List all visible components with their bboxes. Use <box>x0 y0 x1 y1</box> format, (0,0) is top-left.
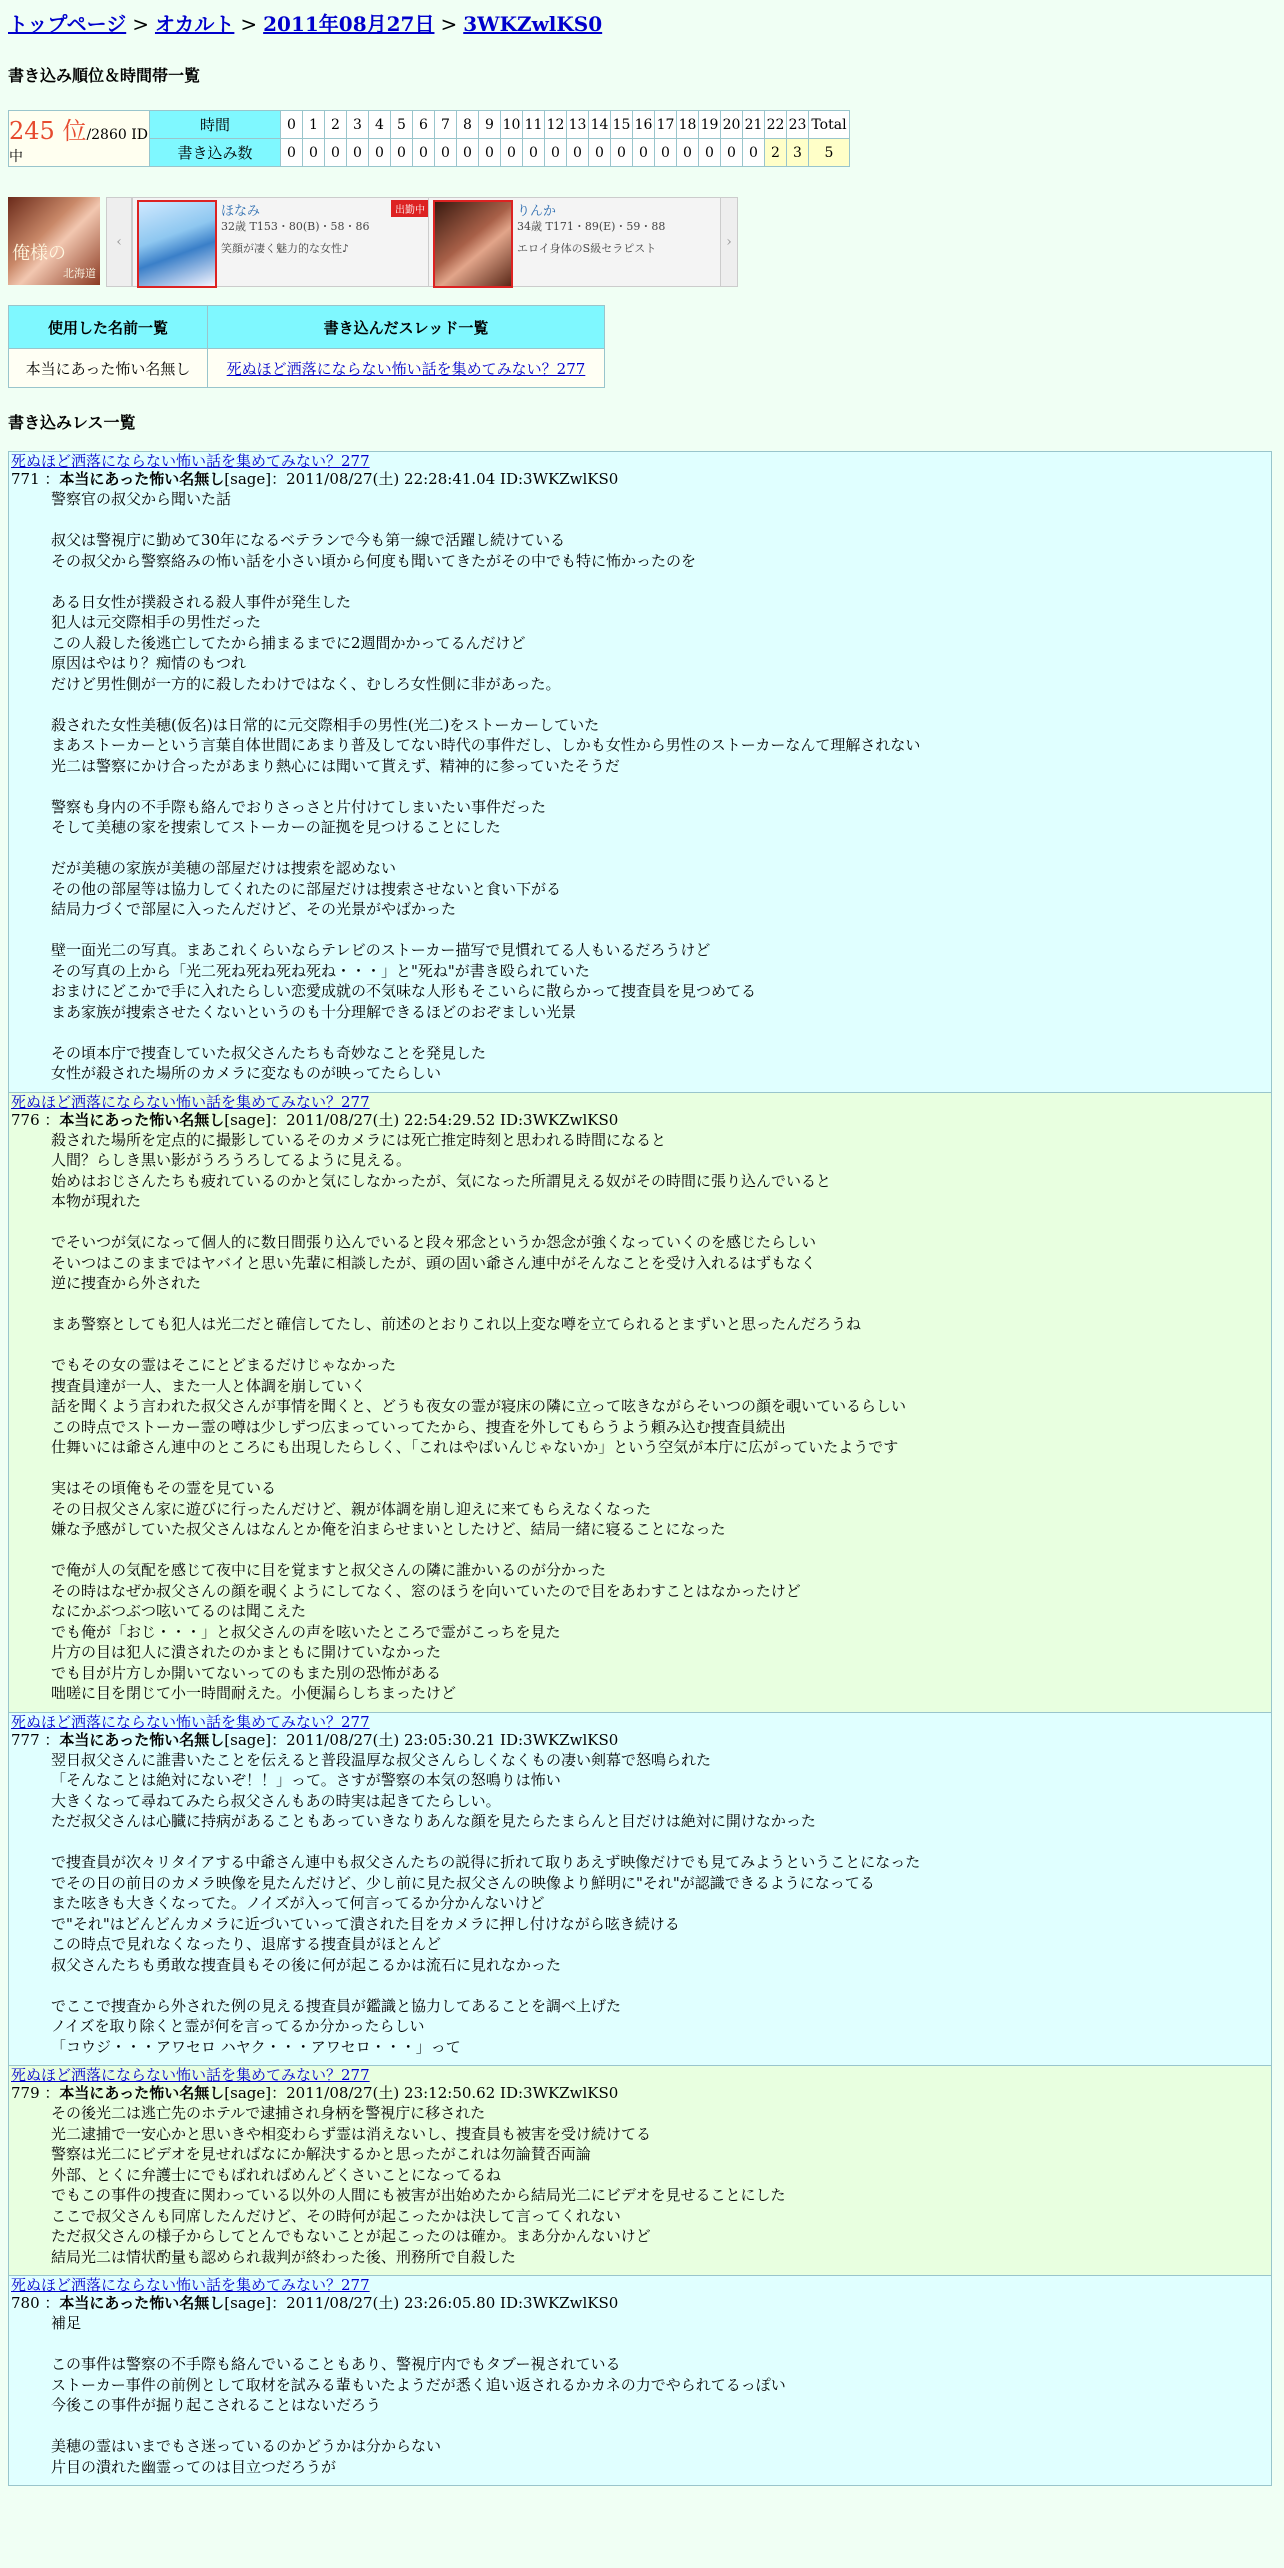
post-line: で捜査員が次々リタイアする中爺さん連中も叔父さんたちの説得に折れて取りあえず映像だけでも見てみようということになった <box>51 1853 921 1871</box>
post-body <box>51 489 1271 1084</box>
posts-list <box>8 451 1276 2486</box>
ad-card-photo <box>433 200 513 288</box>
rank-number: 245 位 <box>9 117 87 145</box>
post-line: その他の部屋等は協力してくれたのに部屋だけは捜索させないと食い下がる <box>51 879 562 898</box>
post-line: だが美穂の家族が美穂の部屋だけは捜索を認めない <box>51 859 397 877</box>
post-line: 始めはおじさんたちも疲れているのかと気にしなかったが、気になった所謂見える奴がその時間に張り込んでいると <box>51 1171 832 1190</box>
post-line: 警察官の叔父から聞いた話 <box>51 490 232 508</box>
post-line: 外部、とくに弁護士にでもばれればめんどくさいことになってるね <box>51 2165 502 2184</box>
hour-header: 12 <box>545 111 567 139</box>
post-line: でそいつが気になって個人的に数日間張り込んでいると段々邪念というか怨念が強くなっていくのを感じたらしい <box>51 1233 817 1251</box>
post-line: でもこの事件の捜査に関わっている以外の人間にも被害が出始めたから結局光二にビデオを見せることにした <box>51 2186 786 2204</box>
post-number: 771 <box>11 470 40 488</box>
ad-left-brand: 俺様の <box>12 243 66 264</box>
hour-header: 4 <box>369 111 391 139</box>
post-line <box>51 776 1271 797</box>
hour-header: 22 <box>765 111 787 139</box>
post-author: 本当にあった怖い名無し <box>59 2084 225 2102</box>
post-line: 警察は光二にビデオを見せればなにか解決するかと思ったがこれは勿論賛否両論 <box>51 2145 591 2163</box>
post-line: でもその女の霊はそこにとどまるだけじゃなかった <box>51 1356 397 1374</box>
post-line: で"それ"はどんどんカメラに近づいていって潰された目をカメラに押し付けながら呟き続ける <box>51 1914 680 1933</box>
breadcrumb-date-link[interactable]: 2011年08月27日 <box>263 12 435 36</box>
hour-count: 0 <box>743 139 765 167</box>
post-number: 777 <box>11 1730 40 1749</box>
post-line: そして美穂の家を捜索してストーカーの証拠を見つけることにした <box>51 818 501 836</box>
hour-header: 8 <box>457 111 479 139</box>
hour-header: 23 <box>787 111 809 139</box>
post-line: 話を聞くよう言われた叔父さんが事情を聞くと、どうも夜女の霊が寝床の隣に立って呟きながらそいつの顔を覗いているらしい <box>51 1397 907 1415</box>
breadcrumb-id-link[interactable]: 3WKZwlKS0 <box>463 12 603 36</box>
post-line: 美穂の霊はいまでもさ迷っているのかどうかは分からない <box>51 2437 442 2455</box>
post-meta: 779 ：本当にあった怖い名無し[sage]：2011/08/27(土) 23:12:50.62 ID:3WKZwlKS0 <box>11 2084 619 2102</box>
breadcrumb-separator: > <box>240 12 258 36</box>
ad-card[interactable] <box>428 197 730 287</box>
post-line: その時はなぜか叔父さんの顔を覗くようにしてなく、窓のほうを向いていたので目をあわすことはなかったけど <box>51 1581 801 1600</box>
post-line: ただ叔父さんの様子からしてとんでもないことが起こったのは確か。まあ分かんないけど <box>51 2227 651 2245</box>
hour-header: 21 <box>743 111 765 139</box>
post-line: 仕舞いには爺さん連中のところにも出現したらしく、「これはやばいんじゃないか」という空気が本庁に広がっていたようです <box>51 1438 899 1456</box>
hour-header: 3 <box>347 111 369 139</box>
hour-header: 5 <box>391 111 413 139</box>
hour-header: 6 <box>413 111 435 139</box>
post <box>8 1713 1272 2067</box>
post-line: 結局力づくで部屋に入ったんだけど、その光景がやばかった <box>51 900 457 918</box>
hour-count: 2 <box>765 139 787 167</box>
hour-header: 13 <box>567 111 589 139</box>
post-line: 大きくなって尋ねてみたら叔父さんもあの時実は起きてたらしい。 <box>51 1791 501 1810</box>
post-line: 人間？らしき黒い影がうろうろしてるように見える。 <box>51 1151 412 1169</box>
post <box>8 2066 1272 2276</box>
post-line: この人殺した後逃亡してたから捕まるまでに2週間かかってるんだけど <box>51 633 526 652</box>
hour-count: 0 <box>633 139 655 167</box>
post-line: 補足 <box>51 2314 82 2332</box>
post-line: でも俺が「おじ・・・」と叔父さんの声を呟いたところで霊がこっちを見た <box>51 1622 561 1641</box>
post-author: 本当にあった怖い名無し <box>59 1730 225 1749</box>
post-author: 本当にあった怖い名無し <box>59 470 225 488</box>
hour-count: 0 <box>523 139 545 167</box>
post-line: その頃本庁で捜査していた叔父さんたちも奇妙なことを発見した <box>51 1043 487 1062</box>
post-info: [sage]：2011/08/27(土) 22:54:29.52 ID:3WKZwlKS0 <box>224 1110 619 1129</box>
hour-count: 0 <box>589 139 611 167</box>
post-line: また呟きも大きくなってた。ノイズが入って何言ってるか分かんないけど <box>51 1894 545 1912</box>
hour-count: 0 <box>435 139 457 167</box>
post-thread-link[interactable]: 死ぬほど洒落にならない怖い話を集めてみない？277 <box>11 452 370 470</box>
post-thread-link[interactable]: 死ぬほど洒落にならない怖い話を集めてみない？277 <box>11 2066 370 2084</box>
ad-left-image[interactable] <box>8 197 100 285</box>
post-line <box>51 2416 1271 2437</box>
ad-card-badge: 出勤中 <box>391 200 429 217</box>
post-line <box>51 694 1271 715</box>
ad-card[interactable] <box>132 197 434 287</box>
hour-header: 20 <box>721 111 743 139</box>
hour-count: 0 <box>677 139 699 167</box>
hour-count: 0 <box>479 139 501 167</box>
hour-header: 1 <box>303 111 325 139</box>
post-thread-link[interactable]: 死ぬほど洒落にならない怖い話を集めてみない？277 <box>11 2276 370 2294</box>
hour-header: 17 <box>655 111 677 139</box>
used-name: 本当にあった怖い名無し <box>9 349 208 388</box>
post-line: でも目が片方しか開いてないってのもまた別の恐怖がある <box>51 1663 442 1682</box>
post-author: 本当にあった怖い名無し <box>59 2294 225 2312</box>
post-line: 今後この事件が掘り起こされることはないだろう <box>51 2396 382 2414</box>
hour-header: 9 <box>479 111 501 139</box>
ad-card-spec: 32歳 T153・80(B)・58・86 <box>221 220 370 233</box>
hour-count: 0 <box>545 139 567 167</box>
posts-section-title: 書き込みレス一覧 <box>8 413 136 432</box>
post-line <box>51 2334 1271 2355</box>
hour-count: 3 <box>787 139 809 167</box>
post-line: でここで捜査から外された例の見える捜査員が鑑識と協力してあることを調べ上げた <box>51 1996 622 2015</box>
post-line <box>51 1540 1271 1561</box>
ad-banner[interactable] <box>8 197 736 287</box>
breadcrumb-category-link[interactable]: オカルト <box>154 12 235 36</box>
ad-prev-arrow[interactable]: ‹ <box>106 197 132 287</box>
post-line: だけど男性側が一方的に殺したわけではなく、むしろ女性側に非があった。 <box>51 674 561 693</box>
post-line: まあ警察としても犯人は光二だと確信してたし、前述のとおりこれ以上変な噂を立てられるとまずいと思ったんだろうね <box>51 1315 862 1333</box>
post-line: まあ家族が捜索させたくないというのも十分理解できるほどのおぞましい光景 <box>51 1002 577 1021</box>
time-label: 時間 <box>150 111 281 139</box>
post-body <box>51 2103 1271 2267</box>
post-line <box>51 1294 1271 1315</box>
post-number: 780 <box>11 2294 40 2312</box>
hour-count: 0 <box>721 139 743 167</box>
hour-count: 0 <box>457 139 479 167</box>
hour-header: 11 <box>523 111 545 139</box>
post-number: 776 <box>11 1110 40 1129</box>
breadcrumb-home-link[interactable]: トップページ <box>8 12 127 36</box>
hour-header: 15 <box>611 111 633 139</box>
post-line: ここで叔父さんも同席したんだけど、その時何が起こったかは決して言ってくれない <box>51 2206 621 2225</box>
post-line <box>51 1335 1271 1356</box>
post-line: 警察も身内の不手際も絡んでおりさっさと片付けてしまいたい事件だった <box>51 797 547 816</box>
post-line: 逆に捜査から外された <box>51 1274 202 1292</box>
hour-header: 10 <box>501 111 523 139</box>
hour-count: 0 <box>611 139 633 167</box>
ranking-table <box>8 110 850 167</box>
ad-card-photo <box>137 200 217 288</box>
post-line: 片方の目は犯人に潰されたのかまともに開けていなかった <box>51 1643 442 1661</box>
ad-card-name: りんか <box>517 204 557 219</box>
post-line <box>51 1212 1271 1233</box>
post-line: その日叔父さん家に遊びに行ったんだけど、親が体調を崩し迎えに来てもらえなくなった <box>51 1499 652 1518</box>
rank-total: /2860 ID中 <box>9 127 148 165</box>
post-line: でその日の前日のカメラ映像を見たんだけど、少し前に見た叔父さんの映像より鮮明に"それ"が認識できるようになってる <box>51 1873 875 1892</box>
hour-count: 0 <box>567 139 589 167</box>
post-line: その写真の上から「光二死ね死ね死ね死ね・・・」と"死ね"が書き殴られていた <box>51 961 590 980</box>
post-thread-link[interactable]: 死ぬほど洒落にならない怖い話を集めてみない？277 <box>11 1092 370 1111</box>
post-line: 光二逮捕で一安心かと思いきや相変わらず霊は消えないし、捜査員も被害を受け続けてる <box>51 2124 652 2143</box>
post-meta: 780 ：本当にあった怖い名無し[sage]：2011/08/27(土) 23:26:05.80 ID:3WKZwlKS0 <box>11 2294 619 2312</box>
post-line: その叔父から警察絡みの怖い話を小さい頃から何度も聞いてきたがその中でも特に怖かったのを <box>51 551 697 570</box>
hour-count: 0 <box>303 139 325 167</box>
post-line: この事件は警察の不手際も絡んでいることもあり、警視庁内でもタブー視されている <box>51 2355 621 2373</box>
hour-count: 0 <box>369 139 391 167</box>
ad-card-desc: 笑顔が凄く魅力的な女性♪ <box>221 242 350 255</box>
rank-cell <box>9 111 150 167</box>
post-meta: 776 ：本当にあった怖い名無し[sage]：2011/08/27(土) 22:54:29.52 ID:3WKZwlKS0 <box>11 1110 619 1129</box>
post-info: [sage]：2011/08/27(土) 23:05:30.21 ID:3WKZwlKS0 <box>224 1730 619 1749</box>
breadcrumb-separator: > <box>132 12 149 36</box>
post-line: なにかぶつぶつ呟いてるのは聞こえた <box>51 1602 307 1620</box>
post-info: [sage]：2011/08/27(土) 23:12:50.62 ID:3WKZwlKS0 <box>224 2084 619 2102</box>
total-count: 5 <box>809 139 850 167</box>
post-meta: 771 ：本当にあった怖い名無し[sage]：2011/08/27(土) 22:28:41.04 ID:3WKZwlKS0 <box>11 470 619 488</box>
names-threads-table <box>8 305 605 388</box>
ad-next-arrow[interactable]: › <box>720 197 738 287</box>
post-line <box>51 1022 1271 1043</box>
post-info: [sage]：2011/08/27(土) 22:28:41.04 ID:3WKZwlKS0 <box>224 470 619 488</box>
post-line <box>51 1458 1271 1479</box>
post-line: この時点でストーカー霊の噂は少しずつ広まっていってたから、捜査を外してもらうよう頼み込む捜査員続出 <box>51 1417 786 1436</box>
breadcrumb <box>8 8 1276 37</box>
post-line: 壁一面光二の写真。まあこれくらいならテレビのストーカー描写で見慣れてる人もいるだろうけど <box>51 941 711 959</box>
post-line: そいつはこのままではヤバイと思い先輩に相談したが、頭の固い爺さん連中がそんなことを受け入れるはずもなく <box>51 1253 817 1272</box>
post-line: ある日女性が撲殺される殺人事件が発生した <box>51 592 352 611</box>
post-line: 光二は警察にかけ合ったがあまり熱心には聞いて貰えず、精神的に参っていたそうだ <box>51 756 620 775</box>
hour-count: 0 <box>325 139 347 167</box>
hour-header: 19 <box>699 111 721 139</box>
post-line: 犯人は元交際相手の男性だった <box>51 613 262 631</box>
post-line: 原因はやはり？痴情のもつれ <box>51 654 247 672</box>
post-info: [sage]：2011/08/27(土) 23:26:05.80 ID:3WKZwlKS0 <box>224 2294 619 2312</box>
post-line: ストーカー事件の前例として取材を試みる輩もいたようだが悉く追い返されるかカネの力でやられてるっぽい <box>51 2375 786 2394</box>
count-label: 書き込み数 <box>150 139 281 167</box>
post-thread-link[interactable]: 死ぬほど洒落にならない怖い話を集めてみない？277 <box>11 1712 370 1731</box>
post <box>8 1093 1272 1713</box>
breadcrumb-separator: > <box>440 12 458 36</box>
post-line <box>51 571 1271 592</box>
post-line: 実はその頃俺もその霊を見ている <box>51 1479 277 1497</box>
ad-left-tag: 北海道 <box>63 267 96 280</box>
hour-header: 18 <box>677 111 699 139</box>
total-header: Total <box>809 111 850 139</box>
post-author: 本当にあった怖い名無し <box>59 1110 225 1129</box>
post-line: 結局光二は情状酌量も認められ裁判が終わった後、刑務所で自殺した <box>51 2247 516 2266</box>
post <box>8 451 1272 1093</box>
post-meta: 777 ：本当にあった怖い名無し[sage]：2011/08/27(土) 23:05:30.21 ID:3WKZwlKS0 <box>11 1730 619 1749</box>
hour-header: 7 <box>435 111 457 139</box>
hour-count: 0 <box>699 139 721 167</box>
hour-count: 0 <box>413 139 435 167</box>
post <box>8 2276 1272 2486</box>
post-line: 翌日叔父さんに誰書いたことを伝えると普段温厚な叔父さんらしくなくもの凄い剣幕で怒鳴られた <box>51 1750 712 1769</box>
hour-header: 14 <box>589 111 611 139</box>
hour-count: 0 <box>501 139 523 167</box>
post-body <box>51 2313 1271 2477</box>
post-line: 叔父は警視庁に勤めて30年になるベテランで今も第一線で活躍し続けている <box>51 531 566 549</box>
post-line: 叔父さんたちも勇敢な捜査員もその後に何が起こるかは流石に見れなかった <box>51 1955 562 1974</box>
post-line: 嫌な予感がしていた叔父さんはなんとか俺を泊まらせまいとしたけど、結局一緒に寝ることになった <box>51 1520 726 1538</box>
post-line: 殺された女性美穂(仮名)は日常的に元交際相手の男性(光二)をストーカーしていた <box>51 715 600 734</box>
ad-card-name: ほなみ <box>221 204 261 219</box>
hour-count: 0 <box>347 139 369 167</box>
ad-card-spec: 34歳 T171・89(E)・59・88 <box>517 220 666 233</box>
hour-count: 0 <box>655 139 677 167</box>
post-line: 咄嗟に目を閉じて小一時間耐えた。小便漏らしちまったけど <box>51 1684 457 1702</box>
threads-column-header: 書き込んだスレッド一覧 <box>208 306 605 349</box>
post-line: 「コウジ・・・アワセロ ハヤク・・・アワセロ・・・」って <box>51 2037 461 2056</box>
post-line: 捜査員達が一人、また一人と体調を崩していく <box>51 1376 367 1395</box>
post-line <box>51 920 1271 941</box>
post-body <box>51 1750 1271 2058</box>
ranking-section-title: 書き込み順位＆時間帯一覧 <box>8 66 201 85</box>
hour-count: 0 <box>391 139 413 167</box>
post-line <box>51 1975 1271 1996</box>
post-line <box>51 1832 1271 1853</box>
post-line: 本物が現れた <box>51 1192 142 1210</box>
post-line: ノイズを取り除くと霊が何を言ってるか分かったらしい <box>51 2017 425 2035</box>
post-line: 「そんなことは絶対にないぞ！！」って。さすが警察の本気の怒鳴りは怖い <box>51 1771 561 1789</box>
post-line: まあストーカーという言葉自体世間にあまり普及してない時代の事件だし、しかも女性から男性のストーカーなんて理解されない <box>51 736 921 754</box>
post-line: で俺が人の気配を感じて夜中に目を覚ますと叔父さんの隣に誰かいるのが分かった <box>51 1561 607 1579</box>
post-line <box>51 510 1271 531</box>
thread-link[interactable]: 死ぬほど洒落にならない怖い話を集めてみない？277 <box>226 359 586 378</box>
ad-card-desc: エロイ身体のS級セラピスト <box>517 242 657 255</box>
names-column-header: 使用した名前一覧 <box>9 306 208 349</box>
hour-header: 16 <box>633 111 655 139</box>
post-line: 殺された場所を定点的に撮影しているそのカメラには死亡推定時刻と思われる時間になると <box>51 1130 667 1149</box>
post-line: おまけにどこかで手に入れたらしい恋愛成就の不気味な人形もそこいらに散らかって捜査員を見つめてる <box>51 982 757 1000</box>
post-line: この時点で見れなくなったり、退席する捜査員がほとんど <box>51 1935 442 1953</box>
post-line: その後光二は逃亡先のホテルで逮捕され身柄を警視庁に移された <box>51 2104 486 2122</box>
post-number: 779 <box>11 2084 40 2102</box>
post-line: 女性が殺された場所のカメラに変なものが映ってたらしい <box>51 1064 442 1082</box>
hour-header: 0 <box>281 111 303 139</box>
post-line: ただ叔父さんは心臓に持病があることもあっていきなりあんな顔を見たらたまらんと目だけは絶対に開けなかった <box>51 1812 816 1830</box>
hour-header: 2 <box>325 111 347 139</box>
post-line <box>51 838 1271 859</box>
post-line: 片目の潰れた幽霊ってのは目立つだろうが <box>51 2457 337 2476</box>
post-body <box>51 1130 1271 1704</box>
hour-count: 0 <box>281 139 303 167</box>
